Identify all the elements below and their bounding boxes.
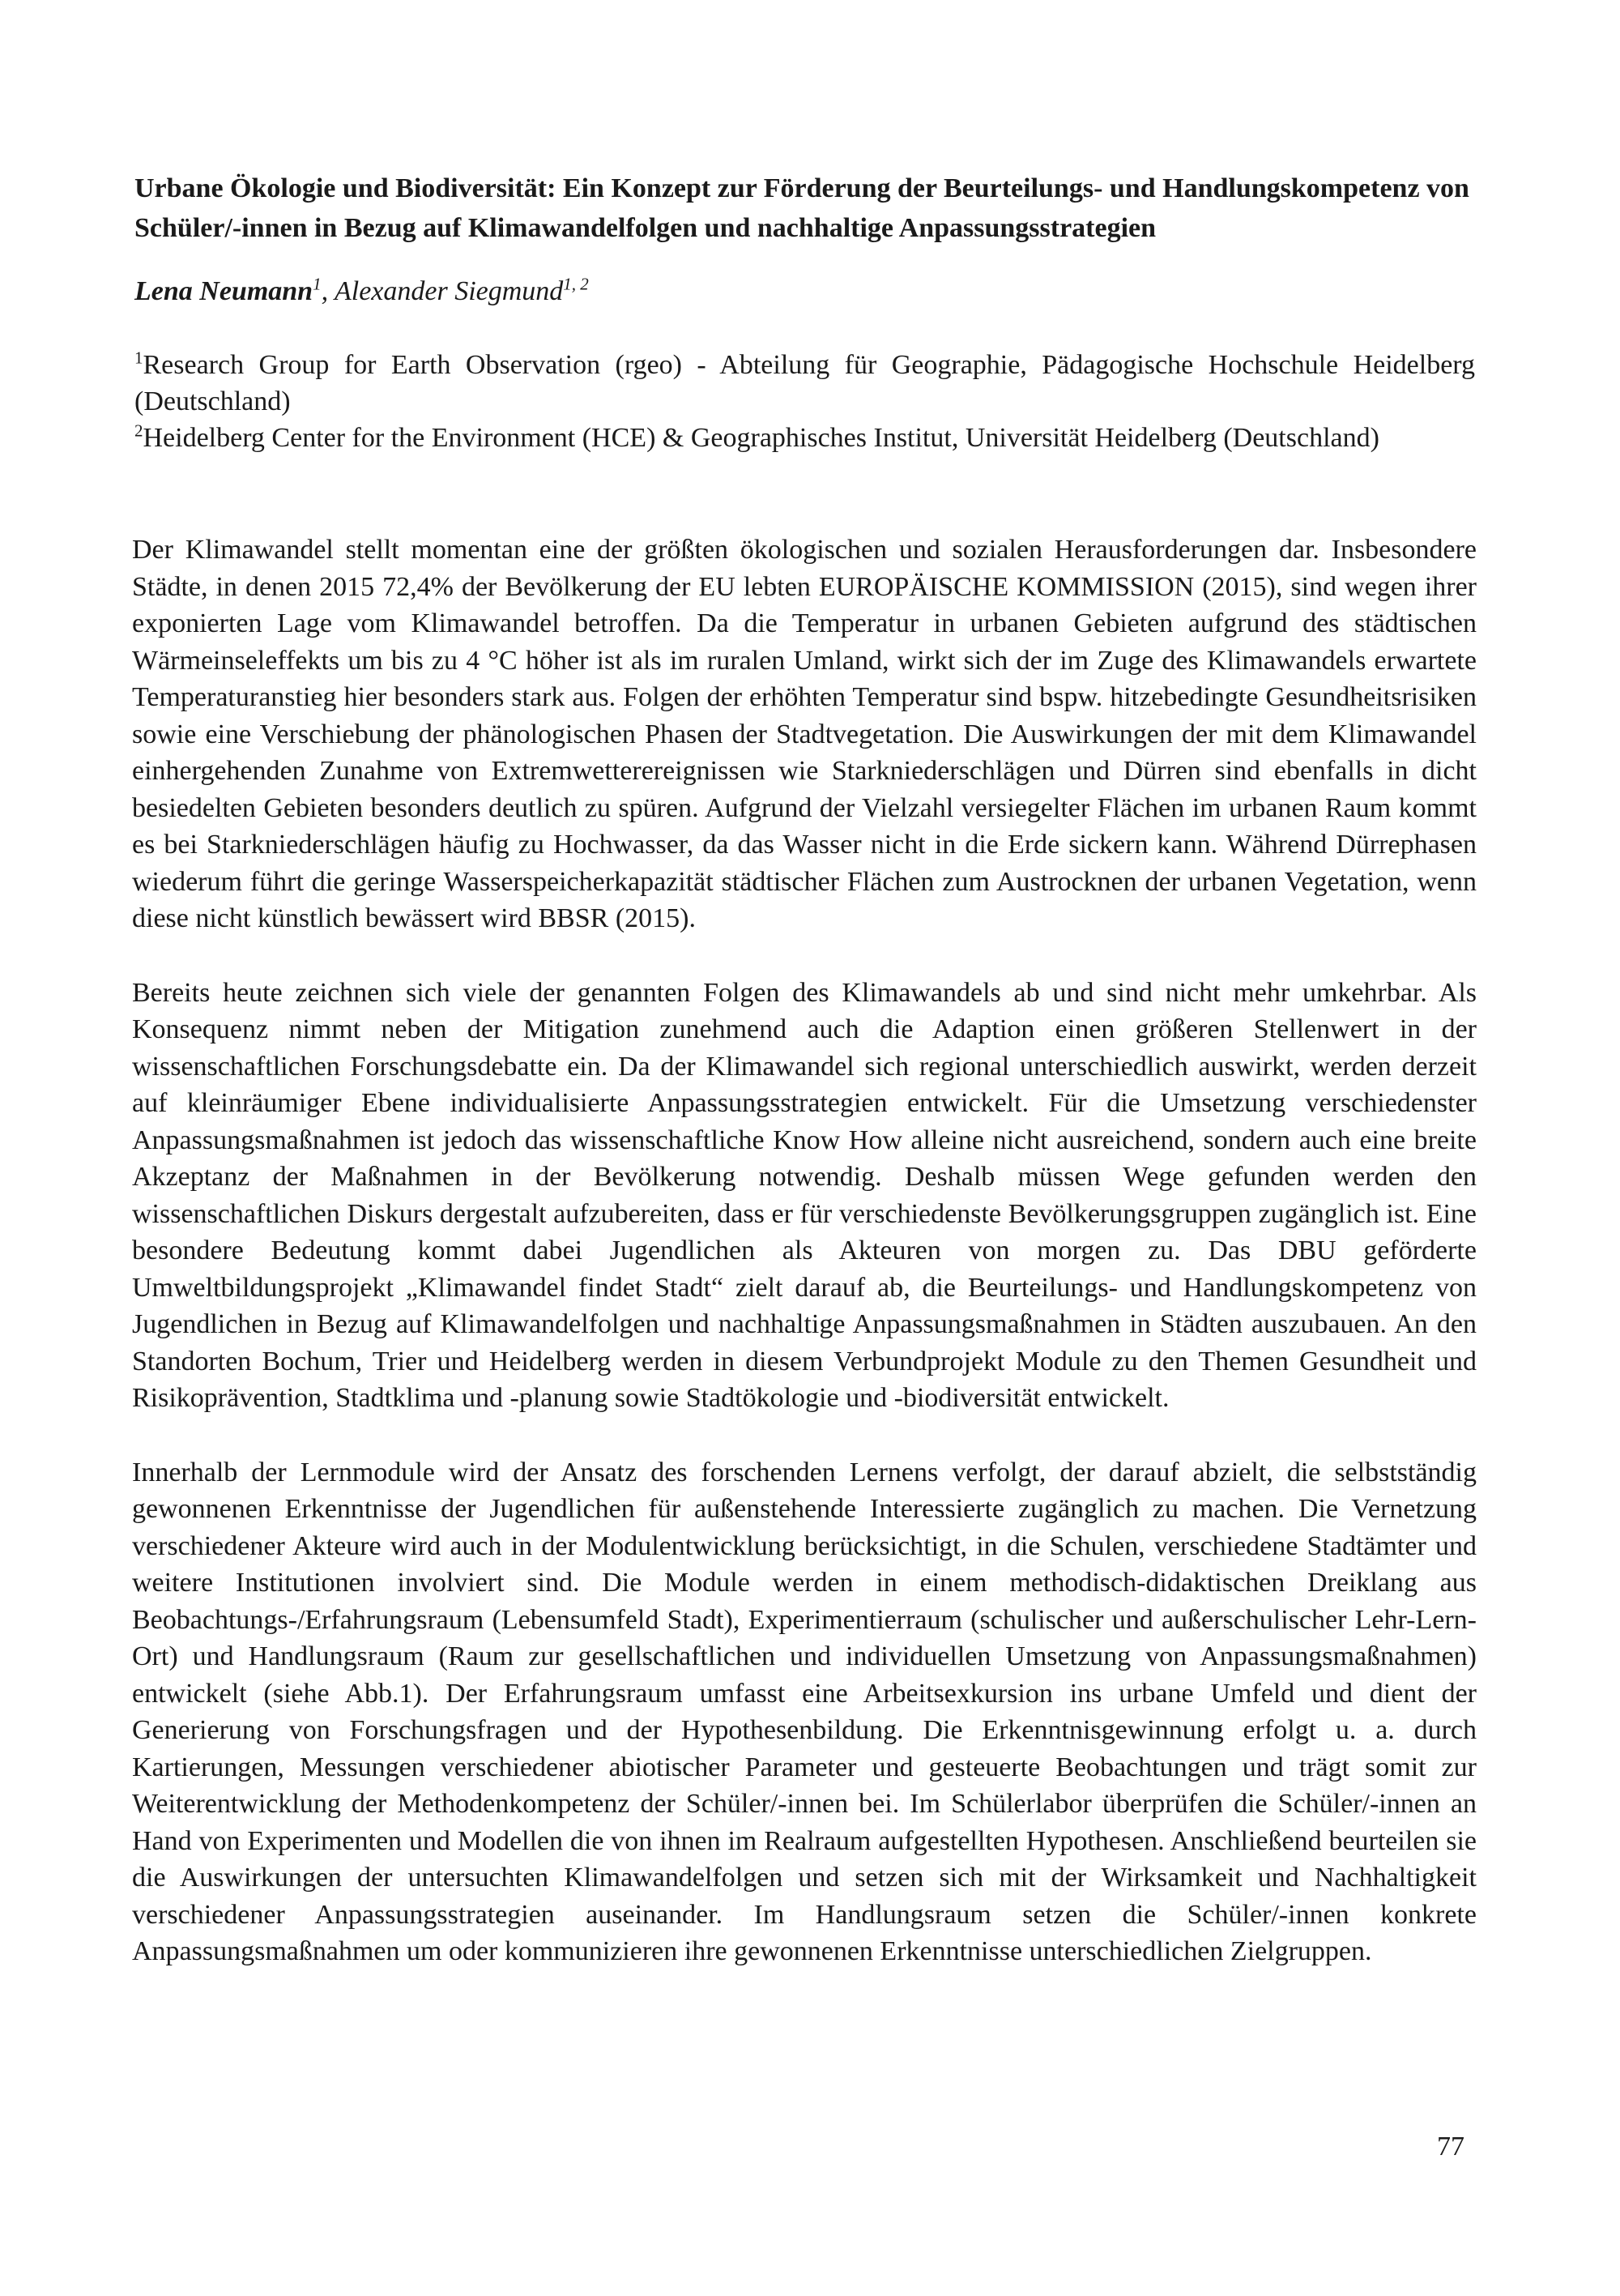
body-text	[132, 531, 1477, 2008]
affiliation-2	[134, 420, 1475, 456]
author-separator: ,	[321, 276, 335, 306]
affiliation-block	[134, 347, 1475, 456]
author-1-name: Lena Neumann	[134, 276, 313, 306]
body-paragraph-2: Bereits heute zeichnen sich viele der genannten Folgen des Klimawandels ab und sind nicht mehr umkehrbar. Als Konsequenz nimmt neben der Mitigation zunehmend auch die Adaption einen größeren Stellenwert in der wissenschaftlichen Forschungsdebatte ein. Da der Klimawandel sich regional unterschiedlich auswirkt, werden derzeit auf kleinräumiger Ebene individualisierte Anpassungsstrategien entwickelt. Für die Umsetzung verschiedenster Anpassungsmaßnahmen ist jedoch das wissenschaftliche Know How alleine nicht ausreichend, sondern auch eine breite Akzeptanz der Maßnahmen in der Bevölkerung notwendig. Deshalb müssen Wege gefunden werden den wissenschaftlichen Diskurs dergestalt aufzubereiten, dass er für verschiedenste Bevölkerungsgruppen zugänglich ist. Eine besondere Bedeutung kommt dabei Jugendlichen als Akteuren von morgen zu. Das DBU geförderte Umweltbildungsprojekt „Klimawandel findet Stadt“ zielt darauf ab, die Beurteilungs- und Handlungskompetenz von Jugendlichen in Bezug auf Klimawandelfolgen und nachhaltige Anpassungsmaßnahmen in Städten auszubauen. An den Standorten Bochum, Trier und Heidelberg werden in diesem Verbundprojekt Module zu den Themen Gesundheit und Risikoprävention, Stadtklima und -planung sowie Stadtökologie und -biodiversität entwickelt.	[132, 977, 1477, 1413]
paper-title: Urbane Ökologie und Biodiversität: Ein Konzept zur Förderung der Beurteilungs- und Handlungskompetenz von Schüler/-innen in Bezug auf Klimawandelfolgen und nachhaltige Anpassungsstrategien	[134, 173, 1469, 243]
affiliation-1-mark: 1	[134, 348, 143, 368]
affiliation-2-mark: 2	[134, 420, 143, 441]
body-paragraph-3: Innerhalb der Lernmodule wird der Ansatz des forschenden Lernens verfolgt, der darauf abzielt, die selbstständig gewonnenen Erkenntnisse der Jugendlichen für außenstehende Interessierte zugänglich zu machen. Die Vernetzung verschiedener Akteure wird auch in der Modulentwicklung berücksichtigt, in die Schulen, verschiedene Stadtämter und weitere Institutionen involviert sind. Die Module werden in einem methodisch-didaktischen Dreiklang aus Beobachtungs-/Erfahrungsraum (Lebensumfeld Stadt), Experimentierraum (schulischer und außerschulischer Lehr-Lern-Ort) und Handlungsraum (Raum zur gesellschaftlichen und individuellen Umsetzung von Anpassungsmaßnahmen) entwickelt (siehe Abb.1). Der Erfahrungsraum umfasst eine Arbeitsexkursion ins urbane Umfeld und dient der Generierung von Forschungsfragen und der Hypothesenbildung. Die Erkenntnisgewinnung erfolgt u. a. durch Kartierungen, Messungen verschiedener abiotischer Parameter und gesteuerte Beobachtungen und trägt somit zur Weiterentwicklung der Methodenkompetenz der Schüler/-innen bei. Im Schülerlabor überprüfen die Schüler/-innen an Hand von Experimenten und Modellen die von ihnen im Realraum aufgestellten Hypothesen. Anschließend beurteilen sie die Auswirkungen der untersuchten Klimawandelfolgen und setzen sich mit der Wirksamkeit und Nachhaltigkeit verschiedener Anpassungsstrategien auseinander. Im Handlungsraum setzen die Schüler/-innen konkrete Anpassungsmaßnahmen um oder kommunizieren ihre gewonnenen Erkenntnisse unterschiedlichen Zielgruppen.	[132, 1457, 1477, 1966]
affiliation-2-text: Heidelberg Center for the Environment (HCE) & Geographisches Institut, Universität Heidelberg (Deutschland)	[143, 423, 1379, 453]
author-line	[134, 273, 1475, 310]
author-1-affiliation-mark: 1	[313, 274, 322, 294]
body-paragraph-1: Der Klimawandel stellt momentan eine der größten ökologischen und sozialen Herausforderungen dar. Insbesondere Städte, in denen 2015 72,4% der Bevölkerung der EU lebten EUROPÄISCHE KOMMISSION (2015), sind wegen ihrer exponierten Lage vom Klimawandel betroffen. Da die Temperatur in urbanen Gebieten aufgrund des städtischen Wärmeinseleffekts um bis zu 4 °C höher ist als im ruralen Umland, wirkt sich der im Zuge des Klimawandels erwartete Temperaturanstieg hier besonders stark aus. Folgen der erhöhten Temperatur sind bspw. hitzebedingte Gesundheitsrisiken sowie eine Verschiebung der phänologischen Phasen der Stadtvegetation. Die Auswirkungen der mit dem Klimawandel einhergehenden Zunahme von Extremwetterereignissen wie Starkniederschlägen und Dürren sind ebenfalls in dicht besiedelten Gebieten besonders deutlich zu spüren. Aufgrund der Vielzahl versiegelter Flächen im urbanen Raum kommt es bei Starkniederschlägen häufig zu Hochwasser, da das Wasser nicht in die Erde sickern kann. Während Dürrephasen wiederum führt die geringe Wasserspeicherkapazität städtischer Flächen zum Austrocknen der urbanen Vegetation, wenn diese nicht künstlich bewässert wird BBSR (2015).	[132, 535, 1477, 933]
author-2-name: Alexander Siegmund	[334, 276, 564, 306]
author-2-affiliation-mark: 1, 2	[563, 274, 589, 294]
page-number: 77	[1437, 2132, 1464, 2162]
affiliation-1-text: Research Group for Earth Observation (rgeo) - Abteilung für Geographie, Pädagogische Hochschule Heidelberg (Deutschland)	[134, 350, 1475, 416]
affiliation-1	[134, 347, 1475, 420]
